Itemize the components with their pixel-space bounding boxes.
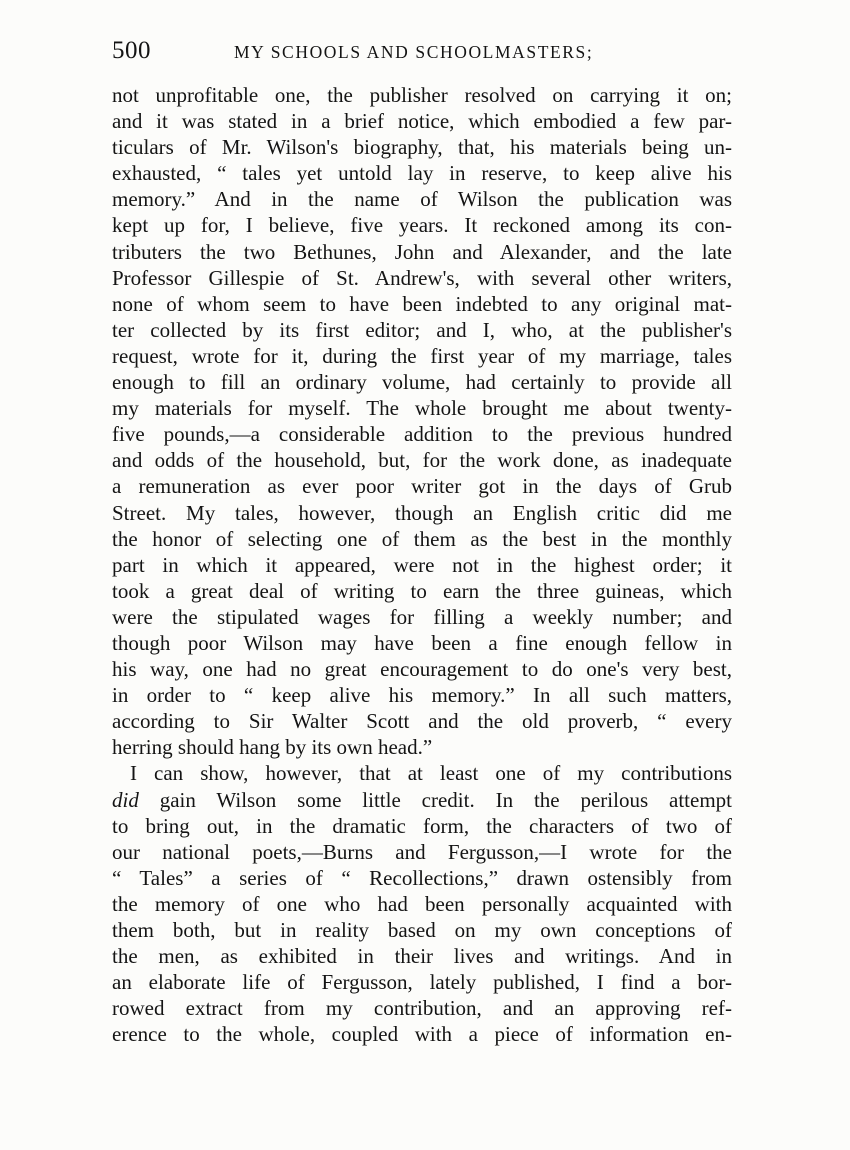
text-line <box>112 787 732 813</box>
text-line: a remuneration as ever poor writer got in the days of Grub <box>112 474 732 499</box>
text-line: Street. My tales, however, though an English critic did me <box>112 500 732 525</box>
running-head: MY SCHOOLS AND SCHOOLMASTERS; <box>234 42 594 62</box>
text-line: and odds of the household, but, for the work done, as inadequate <box>112 448 732 473</box>
italic-word: did <box>112 787 139 812</box>
text-line: ter collected by its first editor; and I, who, at the publisher's <box>112 317 732 342</box>
text-line: to bring out, in the dramatic form, the characters of two of <box>112 813 732 838</box>
text-line: my materials for myself. The whole brought me about twenty- <box>112 396 732 421</box>
text-line: were the stipulated wages for filling a weekly number; and <box>112 604 732 629</box>
text-line: though poor Wilson may have been a fine enough fellow in <box>112 630 732 655</box>
text-line: them both, but in reality based on my own conceptions of <box>112 918 732 942</box>
page-number: 500 <box>112 37 151 64</box>
text-line: and it was stated in a brief notice, which embodied a few par- <box>112 109 732 134</box>
text-line: rowed extract from my contribution, and an approving ref- <box>112 996 732 1021</box>
text-line: herring should hang by its own head.” <box>112 735 433 760</box>
text-line: not unprofitable one, the publisher resolved on carrying it on; <box>112 83 732 107</box>
text-line-rest: gain Wilson some little credit. In the perilous attempt <box>138 787 732 812</box>
text-line: tributers the two Bethunes, John and Alexander, and the late <box>112 239 732 264</box>
text-line: memory.” And in the name of Wilson the publication was <box>112 187 732 212</box>
text-line: request, wrote for it, during the first year of my marriage, tales <box>112 343 732 368</box>
text-line: erence to the whole, coupled with a piece of information en- <box>112 1022 732 1047</box>
text-line: kept up for, I believe, five years. It reckoned among its con- <box>112 213 732 238</box>
body-text <box>112 82 732 1047</box>
text-line: the men, as exhibited in their lives and writings. And in <box>112 944 732 969</box>
text-line: the memory of one who had been personally acquainted with <box>112 891 732 916</box>
text-line: five pounds,—a considerable addition to the previous hundred <box>112 422 732 447</box>
text-line: the honor of selecting one of them as the best in the monthly <box>112 526 732 551</box>
text-line: I can show, however, that at least one of my contributions <box>130 761 732 786</box>
text-line: in order to “ keep alive his memory.” In all such matters, <box>112 683 732 708</box>
text-line: our national poets,—Burns and Fergusson,—I wrote for the <box>112 839 732 864</box>
text-line: “ Tales” a series of “ Recollections,” drawn ostensibly from <box>112 865 732 890</box>
text-line: according to Sir Walter Scott and the old proverb, “ every <box>112 709 732 734</box>
text-line: exhausted, “ tales yet untold lay in reserve, to keep alive his <box>112 161 732 186</box>
text-line: enough to fill an ordinary volume, had certainly to provide all <box>112 370 732 395</box>
text-line: ticulars of Mr. Wilson's biography, that, his materials being un- <box>112 135 732 160</box>
text-line: none of whom seem to have been indebted to any original mat- <box>112 291 732 316</box>
text-line: his way, one had no great encouragement to do one's very best, <box>112 657 732 682</box>
text-line: Professor Gillespie of St. Andrew's, with several other writers, <box>112 265 732 290</box>
text-line: part in which it appeared, were not in the highest order; it <box>112 552 732 577</box>
text-line: an elaborate life of Fergusson, lately published, I find a bor- <box>112 970 732 995</box>
paragraph-1 <box>112 82 732 760</box>
page-header <box>112 36 732 70</box>
text-line: took a great deal of writing to earn the three guineas, which <box>112 578 732 603</box>
paragraph-2 <box>112 760 732 1047</box>
